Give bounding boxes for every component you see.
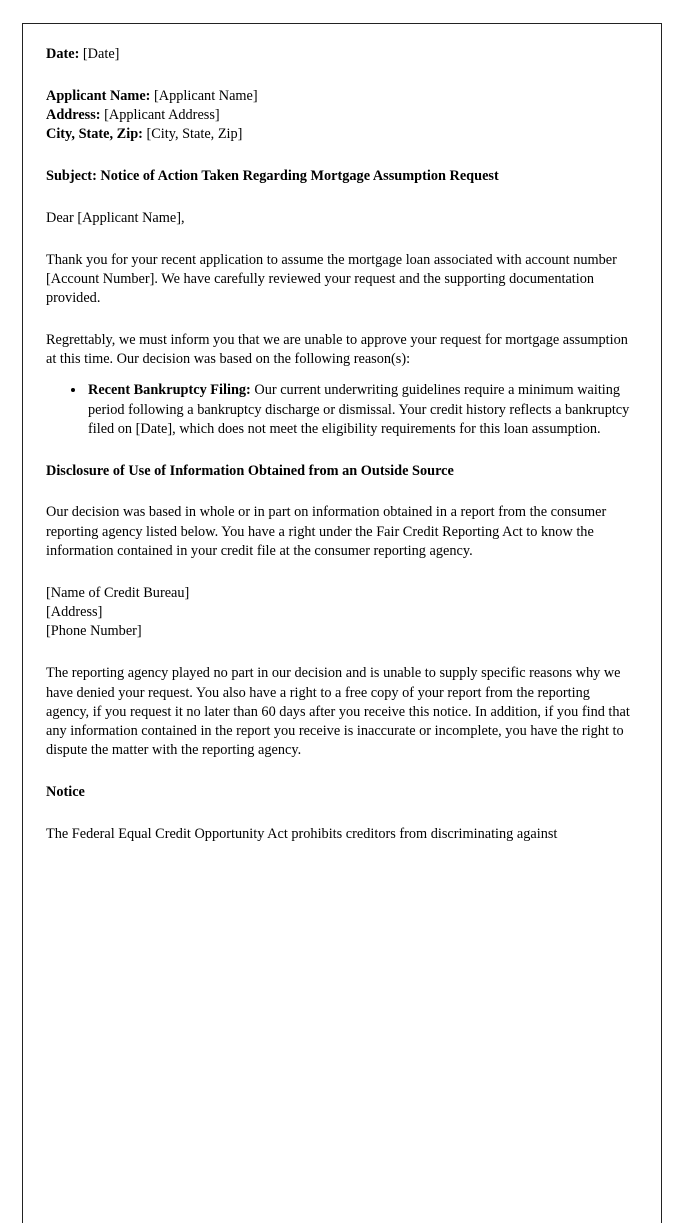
intro-paragraph: Thank you for your recent application to assume the mortgage loan associated with account number [Account Number]. We have carefully reviewed your request and the supporting documentation provided.	[46, 251, 617, 307]
credit-bureau-address: [Address]	[46, 604, 103, 621]
recipient-block	[46, 87, 634, 145]
applicant-name-value: [Applicant Name]	[154, 87, 258, 104]
applicant-city-state-zip-value: [City, State, Zip]	[146, 126, 243, 143]
spacer-after-subject	[46, 198, 634, 209]
subject-line	[46, 167, 634, 186]
spacer-after-salutation	[46, 240, 634, 251]
reporting-agency-rights-paragraph: The reporting agency played no part in our decision and is unable to supply specific reasons why we have denied your request. You also have a right to a free copy of your report from the reporting agency, if you request it no later than 60 days after you receive this notice. In addition, if you find that any information contained in the report you receive is inaccurate or incomplete, you have the right to dispute the matter with the reporting agency.	[46, 665, 630, 759]
credit-bureau-name: [Name of Credit Bureau]	[46, 584, 190, 601]
spacer-after-recipient	[46, 156, 634, 167]
date-value: [Date]	[82, 46, 120, 62]
spacer-after-intro	[46, 320, 634, 331]
reason-title: Recent Bankruptcy Filing:	[88, 382, 251, 399]
reason-body: Our current underwriting guidelines require a minimum waiting period following a bankruptcy discharge or dismissal. Your credit history reflects a bankruptcy filed on [Date], which does not meet the eligibility requirements for this loan assumption.	[88, 382, 630, 437]
spacer-after-disclosure-paragraph	[46, 573, 634, 584]
letter-body	[23, 24, 661, 844]
spacer-after-disclosure-heading	[46, 492, 634, 503]
date-label: Date:	[46, 46, 80, 62]
notice-heading: Notice	[46, 784, 85, 801]
notice-paragraph: The Federal Equal Credit Opportunity Act prohibits creditors from discriminating against	[46, 826, 558, 843]
credit-bureau-block	[46, 584, 634, 642]
applicant-name-line	[46, 87, 634, 106]
disclosure-paragraph: Our decision was based in whole or in part on information obtained in a report from the consumer reporting agency listed below. You have a right under the Fair Credit Reporting Act to know the information contained in your credit file at the consumer reporting agency.	[46, 504, 607, 560]
credit-bureau-phone: [Phone Number]	[46, 623, 142, 640]
spacer-after-notice-heading	[46, 814, 634, 825]
applicant-address-line	[46, 106, 634, 125]
spacer-after-reasons	[46, 451, 634, 462]
subject-text: Notice of Action Taken Regarding Mortgage Assumption Request	[100, 168, 499, 185]
spacer-after-rights	[46, 772, 634, 783]
list-item	[86, 381, 634, 439]
applicant-name-label: Applicant Name:	[46, 87, 151, 104]
applicant-city-state-zip-label: City, State, Zip:	[46, 126, 143, 143]
document-page	[22, 23, 662, 1223]
applicant-city-state-zip-line	[46, 125, 634, 144]
salutation: Dear [Applicant Name],	[46, 209, 185, 226]
subject-label: Subject:	[46, 168, 97, 185]
spacer-after-date	[46, 76, 634, 87]
reasons-list	[46, 381, 634, 439]
disclosure-heading: Disclosure of Use of Information Obtained from an Outside Source	[46, 462, 454, 479]
applicant-address-value: [Applicant Address]	[104, 107, 220, 124]
decision-paragraph: Regrettably, we must inform you that we are unable to approve your request for mortgage assumption at this time. Our decision was based on the following reason(s):	[46, 332, 628, 368]
applicant-address-label: Address:	[46, 107, 101, 124]
spacer-after-credit-bureau	[46, 653, 634, 664]
date-line	[46, 45, 634, 64]
